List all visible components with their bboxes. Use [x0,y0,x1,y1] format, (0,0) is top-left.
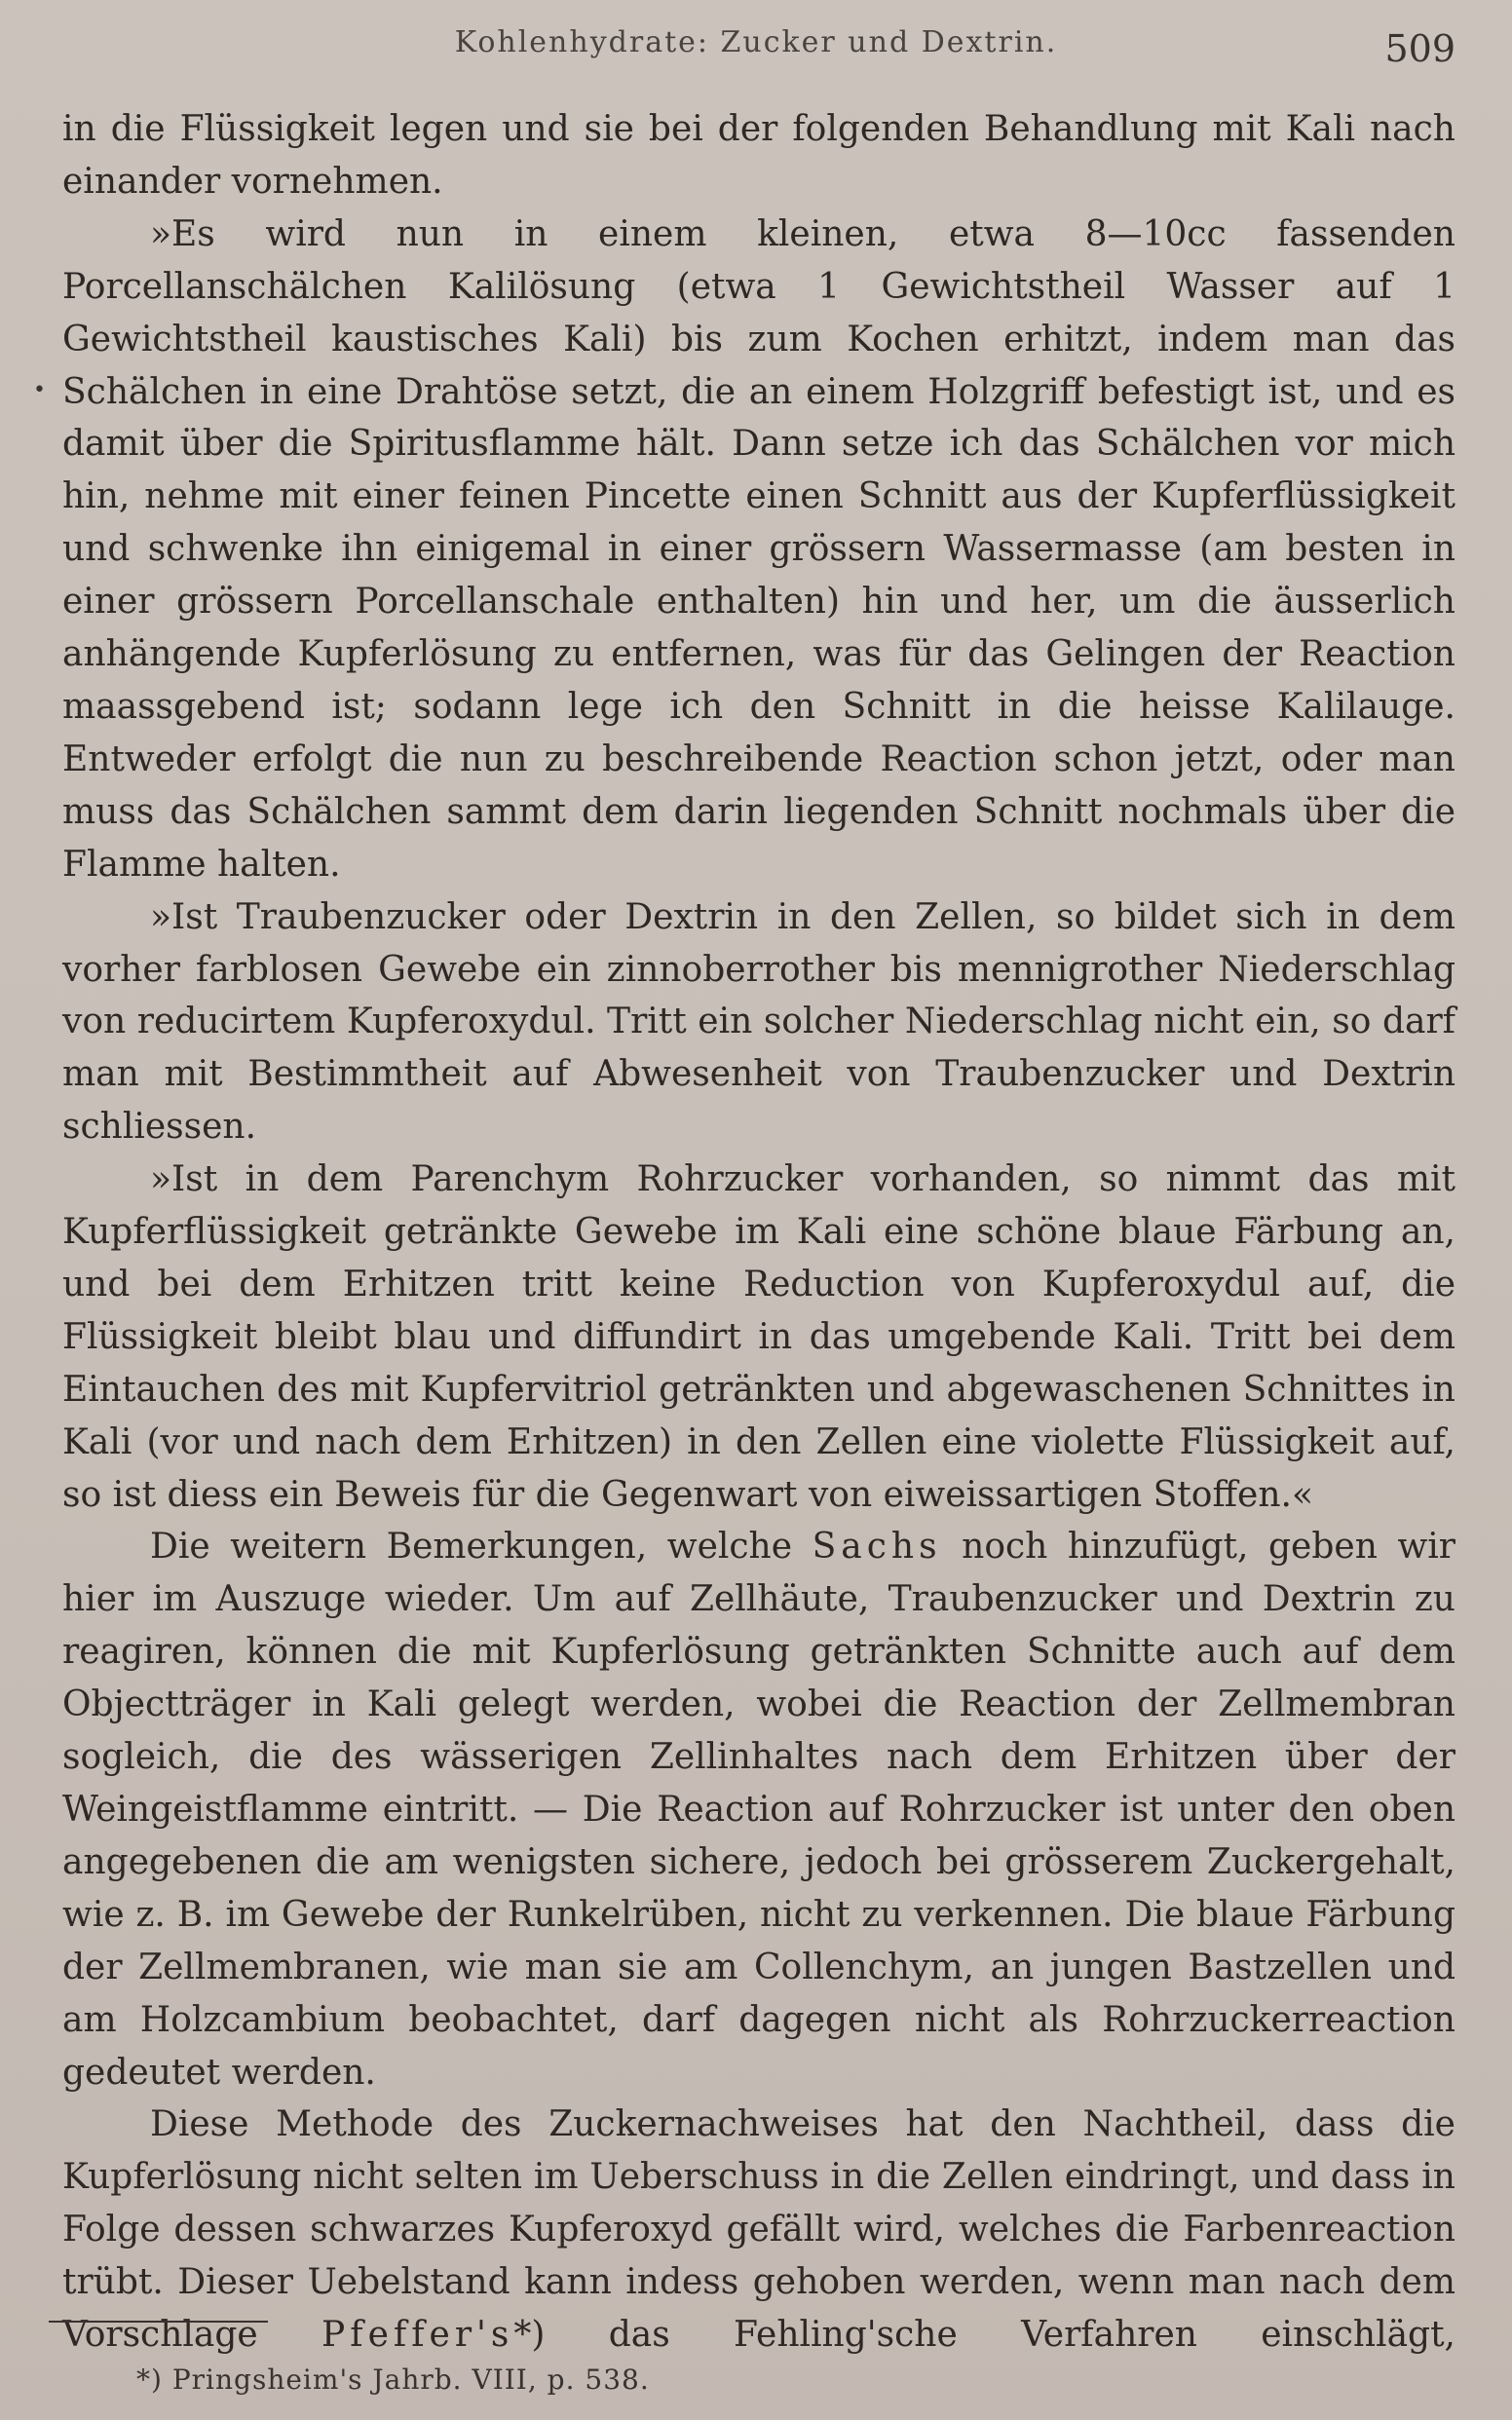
paragraph-5-text-a: Die weitern Bemerkungen, welche [150,1527,813,1568]
margin-mark: • [33,378,46,402]
paragraph-6-text-b: *) das Fehling'sche Verfahren einschlägt, [513,2315,1455,2356]
author-name-sachs: Sachs [812,1527,942,1568]
paragraph-5-text-b: noch hinzufügt, geben wir hier im Auszuge wieder. Um auf Zellhäute, Traubenzucker und Dextrin zu reagiren, können die mit Kupferlösung getränkten Schnitte auch auf dem Objectträger in Kali gelegt werden, wobei die Reaction der Zellmembran sogleich, die des wässerigen Zellinhaltes nach dem Erhitzen über der Weingeistflamme eintritt. — Die Reaction auf Rohrzucker ist unter den oben angegebenen die am wenigsten sichere, jedoch bei grösserem Zuckergehalt, wie z. B. im Gewebe der Runkelrüben, nicht zu verkennen. Die blaue Färbung der Zellmembranen, wie man sie am Collenchym, an jungen Bastzellen und am Holzcambium beobachtet, darf dagegen nicht als Rohrzuckerreaction gedeutet werden. [62,1527,1455,2093]
running-title: Kohlenhydrate: Zucker und Dextrin. [454,25,1058,59]
paragraph-4: »Ist in dem Parenchym Rohrzucker vorhanden, so nimmt das mit Kupferflüssigkeit getränkte Gewebe im Kali eine schöne blaue Färbung an, und bei dem Erhitzen tritt keine Reduction von Kupferoxydul auf, die Flüssigkeit bleibt blau und diffundirt in das umgebende Kali. Tritt bei dem Eintauchen des mit Kupfervitriol getränkten und abgewaschenen Schnittes in Kali (vor und nach dem Erhitzen) in den Zellen eine violette Flüssigkeit auf, so ist diess ein Beweis für die Gegenwart von eiweissartigen Stoffen.« [62,1159,1455,1515]
footnote: *) Pringsheim's Jahrb. VIII, p. 538. [136,2363,650,2396]
paragraph-3: »Ist Traubenzucker oder Dextrin in den Zellen, so bildet sich in dem vorher farblosen Gewebe ein zinnoberrother bis mennigrother Niederschlag von reducirtem Kupferoxydul. Tritt ein solcher Niederschlag nicht ein, so darf man mit Bestimmtheit auf Abwesenheit von Traubenzucker und Dextrin schliessen. [62,896,1455,1148]
footnote-rule [49,2321,268,2323]
paragraph-1: in die Flüssigkeit legen und sie bei der folgenden Behandlung mit Kali nach einander vornehmen. [62,109,1455,202]
paragraph-2: »Es wird nun in einem kleinen, etwa 8—10cc fassenden Porcellanschälchen Kalilösung (etwa 1 Gewichtstheil Wasser auf 1 Gewichtstheil kaustisches Kali) bis zum Kochen erhitzt, indem man das Schälchen in eine Drahtöse setzt, die an einem Holzgriff befestigt ist, und es damit über die Spiritusflamme hält. Dann setze ich das Schälchen vor mich hin, nehme mit einer feinen Pincette einen Schnitt aus der Kupferflüssigkeit und schwenke ihn einigemal in einer grössern Wassermasse (am besten in einer grössern Porcellanschale enthalten) hin und her, um die äusserlich anhängende Kupferlösung zu entfernen, was für das Gelingen der Reaction maassgebend ist; sodann lege ich den Schnitt in die heisse Kalilauge. Entweder erfolgt die nun zu beschreibende Reaction schon jetzt, oder man muss das Schälchen sammt dem darin liegenden Schnitt nochmals über die Flamme halten. [62,213,1455,885]
paragraph-6-text-a: Diese Methode des Zuckernachweises hat den Nachtheil, dass die Kupferlösung nicht selten im Ueberschuss in die Zellen eindringt, und dass in Folge dessen schwarzes Kupferoxyd gefällt wird, welches die Farbenreaction trübt. Dieser Uebelstand kann indess gehoben werden, wenn man nach dem Vorschlage [62,2104,1455,2356]
paragraph-5 [62,1521,1455,2099]
body-text [62,103,1455,2362]
paragraph-6 [62,2099,1455,2362]
page-number: 509 [1384,27,1455,70]
author-name-pfeffer: Pfeffer's [321,2315,514,2356]
running-head [0,21,1512,70]
